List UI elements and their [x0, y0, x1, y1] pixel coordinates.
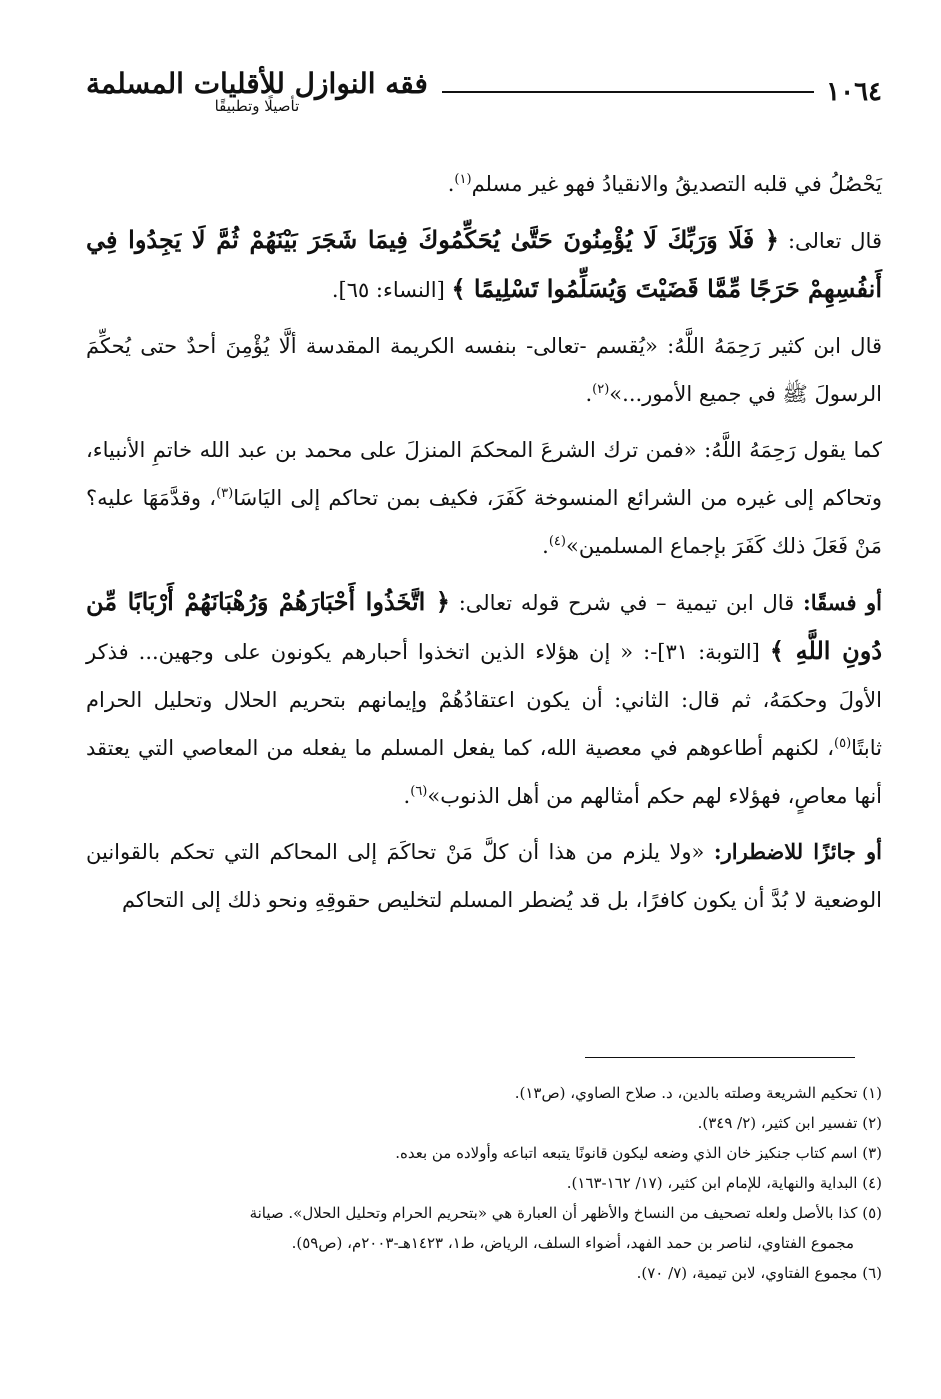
footnote-1: (١) تحكيم الشريعة وصلته بالدين، د. صلاح الصاوي، (ص١٣).: [514, 1084, 882, 1102]
footnote-6: (٦) مجموع الفتاوي، لابن تيمية، (٧/ ٧٠).: [636, 1264, 882, 1282]
footnote-separator: [585, 1057, 855, 1058]
book-title: فقه النوازل للأقليات المسلمة: [86, 67, 428, 101]
paragraph-3: [86, 322, 882, 418]
header-divider: [442, 91, 814, 93]
paragraph-6: [86, 828, 882, 924]
page-header: [86, 58, 882, 126]
paragraph-4-end: .: [542, 534, 549, 558]
footnote-ref-3: (٣): [216, 486, 234, 501]
main-text: [86, 160, 882, 932]
paragraph-5-text-c: ، لكنهم أطاعوهم في معصية الله، كما يفعل المسلم ما يفعله من المعاصي التي يعتقد أنها معاصٍ، فهؤلاء لهم حكم أمثالهم من أهل الذنوب»: [86, 736, 882, 808]
paragraph-5-text-a: قال ابن تيمية – في شرح قوله تعالى:: [458, 591, 795, 615]
footnote-4: (٤) البداية والنهاية، للإمام ابن كثير، (١٧/ ١٦٢-١٦٣).: [566, 1174, 882, 1192]
paragraph-4-text-b: ، وقدَّمَهَا عليه؟ مَنْ فَعَلَ ذلك كَفَرَ بإجماع المسلمين»: [86, 486, 882, 558]
verse-reference-nisa: [النساء: ٦٥].: [331, 278, 445, 302]
paragraph-1: [86, 160, 882, 208]
paragraph-5-text-b: [التوبة: ٣١]-: « إن هؤلاء الذين اتخذوا أحبارهم يكونون على وجهين... فذكر الأولَ وحكمَهُ، ثم قال: الثاني: أن يكون اعتقادُهُمْ وإيمانهم بتحريم الحلال وتحليل الحرام ثابتًا: [86, 640, 882, 760]
lead-idtirar: أو جائزًا للاضطرار:: [713, 839, 882, 864]
footnote-ref-1: (١): [454, 172, 472, 187]
footnote-ref-2: (٢): [592, 382, 610, 397]
footnote-5-continued: مجموع الفتاوي، لناصر بن حمد الفهد، أضواء السلف، الرياض، ط١، ١٤٢٣هـ-٢٠٠٣م، (ص٥٩).: [291, 1234, 854, 1252]
footnote-ref-4: (٤): [548, 534, 566, 549]
quran-verse-tawba: ﴿ اتَّخَذُوا أَحْبَارَهُمْ وَرُهْبَانَهُمْ أَرْبَابًا مِّن دُونِ اللَّهِ ﴾: [86, 587, 883, 665]
quran-verse-nisa: ﴿ فَلَا وَرَبِّكَ لَا يُؤْمِنُونَ حَتَّىٰ يُحَكِّمُوكَ فِيمَا شَجَرَ بَيْنَهُمْ ثُمَّ لَا يَجِدُوا فِي أَنفُسِهِمْ حَرَجًا مِّمَّا قَضَيْتَ وَيُسَلِّمُوا تَسْلِيمًا ﴾: [86, 225, 882, 303]
running-title: [86, 69, 428, 114]
footnote-2: (٢) تفسير ابن كثير، (٢/ ٣٤٩).: [697, 1114, 882, 1132]
footnote-3: (٣) اسم كتاب جنكيز خان الذي وضعه ليكون قانونًا يتبعه اتباعه وأولاده من بعده.: [395, 1144, 882, 1162]
paragraph-4-text-a: كما يقول رَحِمَهُ اللَّهُ: «فمن ترك الشرعَ المحكمَ المنزلَ على محمد بن عبد الله خاتمِ الأنبياء، وتحاكم إلى غيره من الشرائع المنسوخة كَفَرَ، فكيف بمن تحاكم إلى اليَاسَا: [86, 438, 882, 510]
paragraph-3-text: قال ابن كثير رَحِمَهُ اللَّهُ: «يُقسم -تعالى- بنفسه الكريمة المقدسة ألَّا يُؤْمِنَ أحدٌ حتى يُحكِّمَ الرسولَ ﷺ في جميع الأمور...»: [86, 334, 882, 406]
paragraph-2-intro: قال تعالى:: [787, 229, 882, 253]
lead-fisq: أو فسقًا:: [803, 590, 882, 615]
paragraph-4: [86, 426, 882, 570]
page-number: ١٠٦٤: [826, 77, 882, 107]
paragraph-5: [86, 578, 882, 820]
paragraph-5-end: .: [403, 784, 411, 808]
book-subtitle: تأصيلًا وتطبيقًا: [214, 96, 300, 115]
footnotes: [86, 1078, 882, 1288]
paragraph-6-text: «ولا يلزم من هذا أن كلَّ مَنْ تحاكَمَ إلى المحاكم التي تحكم بالقوانين الوضعية لا بُدَّ أن يكون كافرًا، بل قد يُضطر المسلم لتخليص حقوقِهِ ونحو ذلك إلى التحاكم: [86, 840, 882, 912]
footnote-ref-6: (٦): [410, 784, 428, 799]
paragraph-1-text: يَحْصُلُ في قلبه التصديقُ والانقيادُ فهو غير مسلم: [471, 172, 882, 196]
footnote-ref-5: (٥): [834, 736, 852, 751]
paragraph-2: [86, 216, 882, 314]
paragraph-3-end: .: [585, 382, 593, 406]
footnote-5: (٥) كذا بالأصل ولعله تصحيف من النساخ والأظهر أن العبارة هي «بتحريم الحرام وتحليل الحلال». صيانة: [249, 1204, 882, 1222]
paragraph-1-end: .: [447, 172, 455, 196]
